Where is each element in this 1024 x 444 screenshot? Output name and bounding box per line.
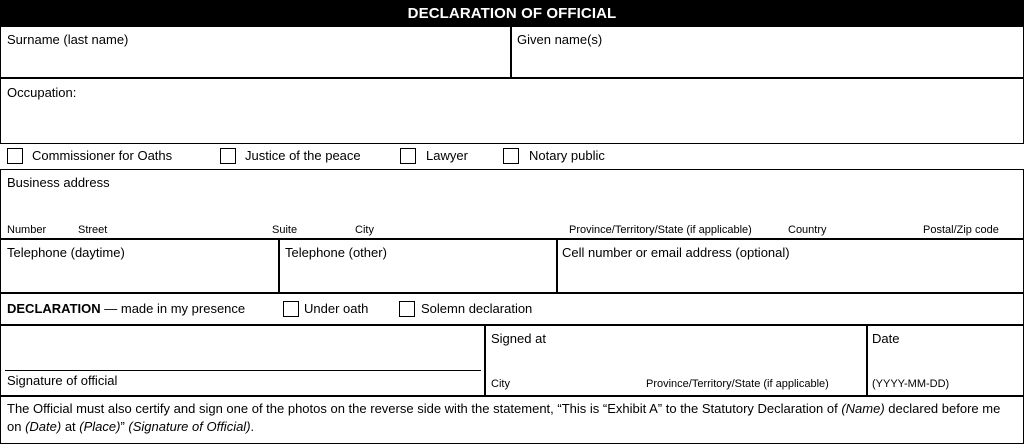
address-country-label: Country bbox=[788, 224, 827, 236]
signature-line bbox=[5, 370, 481, 371]
address-suite-label: Suite bbox=[272, 224, 298, 236]
date-field[interactable] bbox=[866, 324, 1024, 397]
date-format-label: (YYYY-MM-DD) bbox=[872, 378, 950, 390]
notice-part3: at bbox=[61, 419, 80, 434]
under-oath-checkbox[interactable] bbox=[283, 301, 299, 317]
occupation-field[interactable] bbox=[0, 77, 1024, 144]
occupation-label: Occupation: bbox=[7, 85, 77, 100]
commissioner-label: Commissioner for Oaths bbox=[32, 148, 173, 163]
signature-label: Signature of official bbox=[7, 373, 118, 388]
justice-label: Justice of the peace bbox=[245, 148, 361, 163]
surname-label: Surname (last name) bbox=[7, 32, 129, 47]
notice-signature: (Signature of Official) bbox=[128, 419, 251, 434]
business-address-field[interactable] bbox=[0, 169, 1024, 240]
solemn-declaration-label: Solemn declaration bbox=[421, 301, 533, 316]
declaration-heading bbox=[7, 301, 245, 317]
notice-date: (Date) bbox=[25, 419, 62, 434]
telephone-daytime-label: Telephone (daytime) bbox=[7, 245, 125, 260]
date-label: Date bbox=[872, 331, 900, 346]
telephone-other-field[interactable] bbox=[278, 238, 558, 294]
cell-email-field[interactable] bbox=[556, 238, 1024, 294]
telephone-daytime-field[interactable] bbox=[0, 238, 280, 294]
telephone-other-label: Telephone (other) bbox=[285, 245, 387, 260]
given-names-field[interactable] bbox=[510, 26, 1024, 79]
address-province-label: Province/Territory/State (if applicable) bbox=[569, 224, 752, 236]
commissioner-checkbox[interactable] bbox=[7, 148, 23, 164]
notary-checkbox[interactable] bbox=[503, 148, 519, 164]
notice-place: (Place) bbox=[79, 419, 121, 434]
notice-name: (Name) bbox=[841, 401, 885, 416]
notice-part5: . bbox=[250, 419, 255, 434]
signed-at-field[interactable] bbox=[484, 324, 868, 397]
address-number-label: Number bbox=[7, 224, 47, 236]
lawyer-checkbox[interactable] bbox=[400, 148, 416, 164]
address-city-label: City bbox=[355, 224, 374, 236]
signed-at-label: Signed at bbox=[491, 331, 546, 346]
given-names-label: Given name(s) bbox=[517, 32, 603, 47]
justice-checkbox[interactable] bbox=[220, 148, 236, 164]
notice-text bbox=[7, 400, 1017, 436]
lawyer-label: Lawyer bbox=[426, 148, 468, 163]
cell-email-label: Cell number or email address (optional) bbox=[562, 245, 790, 260]
declaration-suffix: — made in my presence bbox=[100, 301, 246, 316]
form-title: DECLARATION OF OFFICIAL bbox=[0, 0, 1024, 27]
signed-city-label: City bbox=[491, 378, 510, 390]
notice-part1: The Official must also certify and sign one of the photos on the reverse side with the statement, “This is “Exhibit A” to the Statutory Declaration of bbox=[7, 401, 842, 416]
notice-part4: ” bbox=[120, 419, 129, 434]
address-postal-label: Postal/Zip code bbox=[923, 224, 999, 236]
signed-province-label: Province/Territory/State (if applicable) bbox=[646, 378, 829, 390]
signature-field[interactable] bbox=[0, 324, 486, 397]
address-street-label: Street bbox=[78, 224, 108, 236]
surname-field[interactable] bbox=[0, 26, 512, 79]
business-address-label: Business address bbox=[7, 175, 110, 190]
declaration-title: DECLARATION bbox=[7, 301, 101, 316]
under-oath-label: Under oath bbox=[304, 301, 369, 316]
notary-label: Notary public bbox=[529, 148, 605, 163]
declaration-row bbox=[0, 292, 1024, 326]
solemn-declaration-checkbox[interactable] bbox=[399, 301, 415, 317]
notice-part2: declared before me on bbox=[7, 401, 1001, 434]
